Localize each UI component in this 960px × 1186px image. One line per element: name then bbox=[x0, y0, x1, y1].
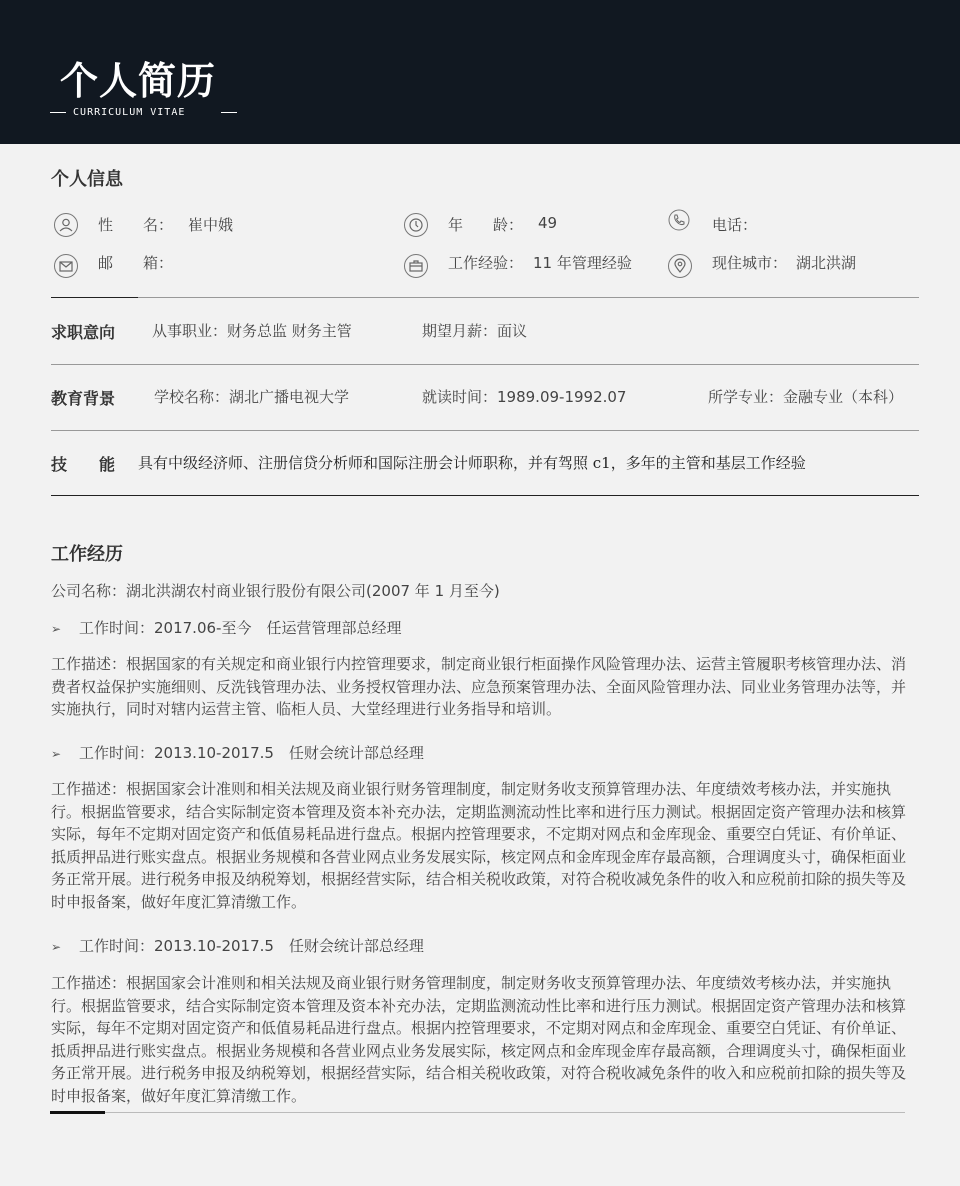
skills-text: 具有中级经济师、注册信贷分析师和国际注册会计师职称，并有驾照 c1，多年的主管和基层工作经验 bbox=[138, 454, 806, 472]
job-description: 工作描述：根据国家会计准则和相关法规及商业银行财务管理制度，制定财务收支预算管理办法、年度绩效考核办法，并实施执行。根据监管要求，结合实际制定资本管理及资本补充办法，定期监测流动性比率和进行压力测试。根据固定资产管理办法和核算实际，每年不定期对固定资产和低值易耗品进行盘点。根据内控管理要求，不定期对网点和金库现金、重要空白凭证、有价单证、抵质押品进行账实盘点。根据业务规模和各营业网点业务发展实际，核定网点和金库现金库存最高额，合理调度头寸，确保柜面业务正常开展。进行税务申报及纳税筹划，根据经营实际，结合相关税收政策，对符合税收减免条件的收入和应税前扣除的损失等及时申报备案，做好年度汇算清缴工作。 bbox=[51, 780, 907, 911]
job-time bbox=[51, 742, 424, 763]
arrow-icon: ➢ bbox=[51, 940, 62, 954]
bottom-accent bbox=[50, 1111, 105, 1114]
intent-label: 求职意向 bbox=[51, 323, 116, 342]
job-time-text: 工作时间：2017.06-至今 任运营管理部总经理 bbox=[79, 619, 402, 637]
section-title-personal: 个人信息 bbox=[51, 169, 123, 190]
age-label: 年 龄： bbox=[448, 216, 524, 234]
clock-icon bbox=[404, 213, 428, 237]
job-time-text: 工作时间：2013.10-2017.5 任财会统计部总经理 bbox=[79, 937, 424, 955]
subtitle-dash-right bbox=[221, 112, 237, 113]
city-label: 现住城市： bbox=[712, 254, 788, 272]
divider-line bbox=[51, 364, 919, 365]
page-subtitle bbox=[50, 106, 237, 120]
arrow-icon: ➢ bbox=[51, 622, 62, 636]
name-label: 性 名： bbox=[98, 216, 174, 234]
company-name: 公司名称：湖北洪湖农村商业银行股份有限公司(2007 年 1 月至今) bbox=[51, 582, 500, 600]
intent-salary: 期望月薪：面议 bbox=[422, 322, 528, 340]
education-label: 教育背景 bbox=[51, 389, 116, 408]
experience-value: 11 年管理经验 bbox=[533, 254, 632, 272]
mail-icon bbox=[54, 254, 78, 278]
divider-accent bbox=[51, 297, 138, 298]
person-icon bbox=[54, 213, 78, 237]
subtitle-dash-left bbox=[50, 112, 66, 113]
header-banner bbox=[0, 0, 960, 144]
job-description: 工作描述：根据国家会计准则和相关法规及商业银行财务管理制度，制定财务收支预算管理办法、年度绩效考核办法，并实施执行。根据监管要求，结合实际制定资本管理及资本补充办法，定期监测流动性比率和进行压力测试。根据固定资产管理办法和核算实际，每年不定期对固定资产和低值易耗品进行盘点。根据内控管理要求，不定期对网点和金库现金、重要空白凭证、有价单证、抵质押品进行账实盘点。根据业务规模和各营业网点业务发展实际，核定网点和金库现金库存最高额，合理调度头寸，确保柜面业务正常开展。进行税务申报及纳税筹划，根据经营实际，结合相关税收政策，对符合税收减免条件的收入和应税前扣除的损失等及时申报备案，做好年度汇算清缴工作。 bbox=[51, 974, 907, 1105]
skills-label: 技 能 bbox=[51, 455, 116, 474]
section-title-work: 工作经历 bbox=[51, 544, 123, 565]
divider-line bbox=[51, 430, 919, 431]
city-value: 湖北洪湖 bbox=[796, 254, 857, 272]
briefcase-icon bbox=[404, 254, 428, 278]
intent-job: 从事职业：财务总监 财务主管 bbox=[152, 322, 352, 340]
education-major: 所学专业：金融专业（本科） bbox=[708, 388, 904, 406]
age-value: 49 bbox=[538, 214, 558, 232]
job-time bbox=[51, 617, 401, 638]
phone-label: 电话： bbox=[712, 216, 758, 234]
name-value: 崔中娥 bbox=[188, 216, 234, 234]
divider-line bbox=[51, 495, 919, 496]
divider-line bbox=[138, 297, 919, 298]
page-title: 个人简历 bbox=[60, 59, 217, 103]
bottom-divider bbox=[105, 1112, 905, 1113]
subtitle-text: CURRICULUM VITAE bbox=[73, 107, 186, 118]
email-label: 邮 箱： bbox=[98, 254, 174, 272]
job-description: 工作描述：根据国家的有关规定和商业银行内控管理要求，制定商业银行柜面操作风险管理办法、运营主管履职考核管理办法、消费者权益保护实施细则、反洗钱管理办法、业务授权管理办法、应急预案管理办法、全面风险管理办法、同业业务管理办法等，并实施执行，同时对辖内运营主管、临柜人员、大堂经理进行业务指导和培训。 bbox=[51, 655, 907, 718]
arrow-icon: ➢ bbox=[51, 747, 62, 761]
experience-label: 工作经验： bbox=[448, 254, 524, 272]
job-time-text: 工作时间：2013.10-2017.5 任财会统计部总经理 bbox=[79, 744, 424, 762]
location-icon bbox=[668, 254, 692, 278]
job-time bbox=[51, 935, 424, 956]
phone-icon bbox=[668, 209, 692, 233]
education-school: 学校名称：湖北广播电视大学 bbox=[154, 388, 350, 406]
education-period: 就读时间：1989.09-1992.07 bbox=[422, 388, 627, 406]
